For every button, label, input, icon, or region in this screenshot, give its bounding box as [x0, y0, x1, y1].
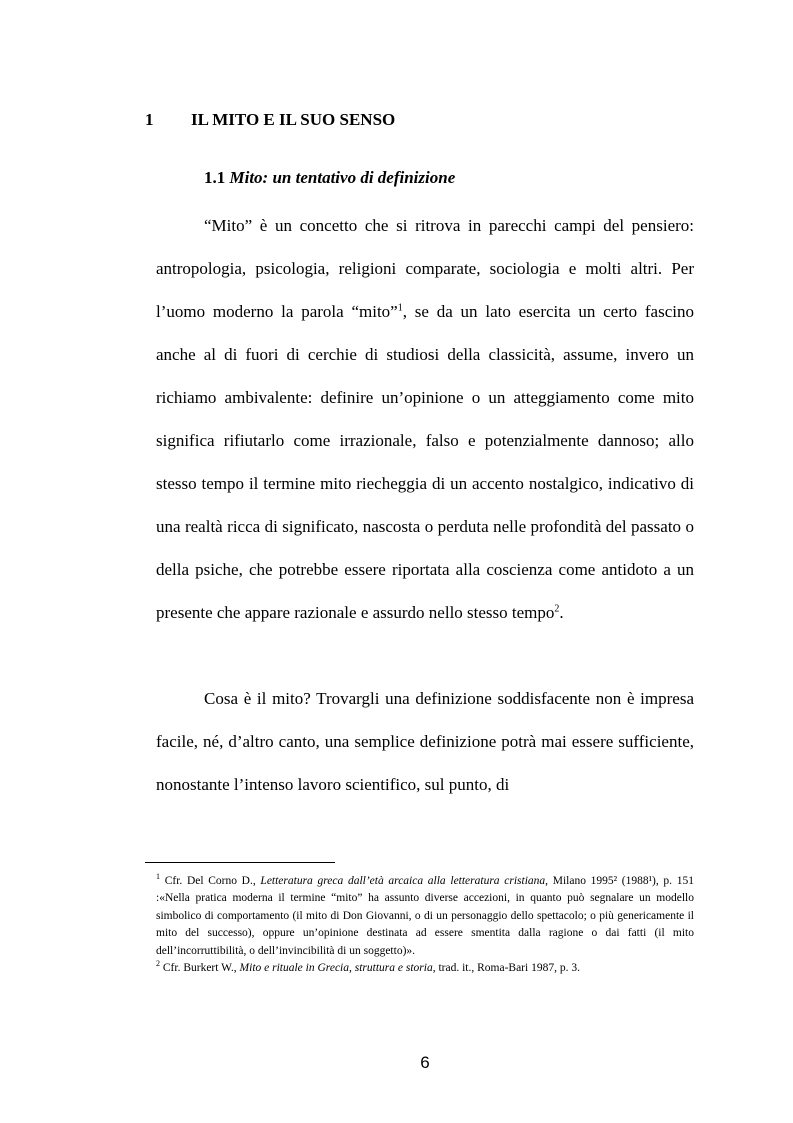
footnote-1-pre: Cfr. Del Corno D., — [160, 875, 261, 887]
footnote-1-number: 1 — [156, 872, 160, 882]
body-paragraph-2: Cosa è il mito? Trovargli una definizione soddisfacente non è impresa facile, né, d’altro canto, una semplice definizione potrà mai essere sufficiente, nonostante l’intenso lavoro scientifico, sul punto, di — [156, 689, 694, 794]
paragraph1-text-b: , se da un lato esercita un certo fascino anche al di fuori di cerchie di studiosi della classicità, assume, invero un richiamo ambivalente: definire un’opinione o un atteggiamento come mito significa rifiutarlo come irrazionale, falso e potenzialmente dannoso; allo stesso tempo il termine mito riecheggia di un accento nostalgico, indicativo di una realtà ricca di significato, nascosta o perduta nelle profondità del passato o della psiche, che potrebbe essere riportata alla coscienza come antidoto a un presente che appare razionale e assurdo nello stesso tempo — [156, 302, 694, 622]
footnote-2-number: 2 — [156, 959, 160, 969]
section-number: 1.1 — [204, 168, 226, 187]
footnote-2 — [156, 960, 694, 977]
footnote-1-post: , Milano 1995² (1988¹), p. 151 :«Nella pratica moderna il termine “mito” ha assunto diverse accezioni, in quanto può segnalare un modello simbolico di comportamento (il mito di Don Giovanni, o di un personaggio dello spettacolo; o più genericamente il mito del successo), oppure un’opinione destinata ad essere smentita dalla ragione o dai fatti (il mito dell’incorruttibilità, o dell’invincibilità di un soggetto)». — [156, 875, 694, 957]
section-heading — [204, 168, 704, 188]
footnote-1-title: Letteratura greca dall’età arcaica alla letteratura cristiana — [260, 875, 546, 887]
footnote-2-post: , trad. it., Roma-Bari 1987, p. 3. — [432, 962, 580, 975]
footnote-1 — [156, 873, 694, 960]
footnote-2-pre: Cfr. Burkert W., — [160, 962, 240, 975]
paragraph1-text-a: “Mito” è un concetto che si ritrova in parecchi campi del pensiero: antropologia, psicologia, religioni comparate, sociologia e molti altri. Per l’uomo moderno la parola “mito” — [156, 216, 694, 321]
footnote-ref-2[interactable]: 2 — [554, 603, 560, 615]
section-title: Mito: un tentativo di definizione — [229, 168, 456, 187]
footnotes — [156, 873, 694, 977]
chapter-number: 1 — [145, 110, 154, 129]
paragraph1-text-c: . — [559, 603, 564, 622]
chapter-title: IL MITO E IL SUO SENSO — [191, 110, 396, 129]
footnote-separator — [145, 862, 335, 863]
footnote-2-title: Mito e rituale in Grecia, struttura e storia — [239, 962, 433, 975]
page-number: 6 — [420, 1053, 430, 1072]
footnote-ref-1[interactable]: 1 — [397, 302, 403, 314]
chapter-heading — [145, 110, 705, 130]
body-paragraph-1 — [156, 204, 694, 634]
